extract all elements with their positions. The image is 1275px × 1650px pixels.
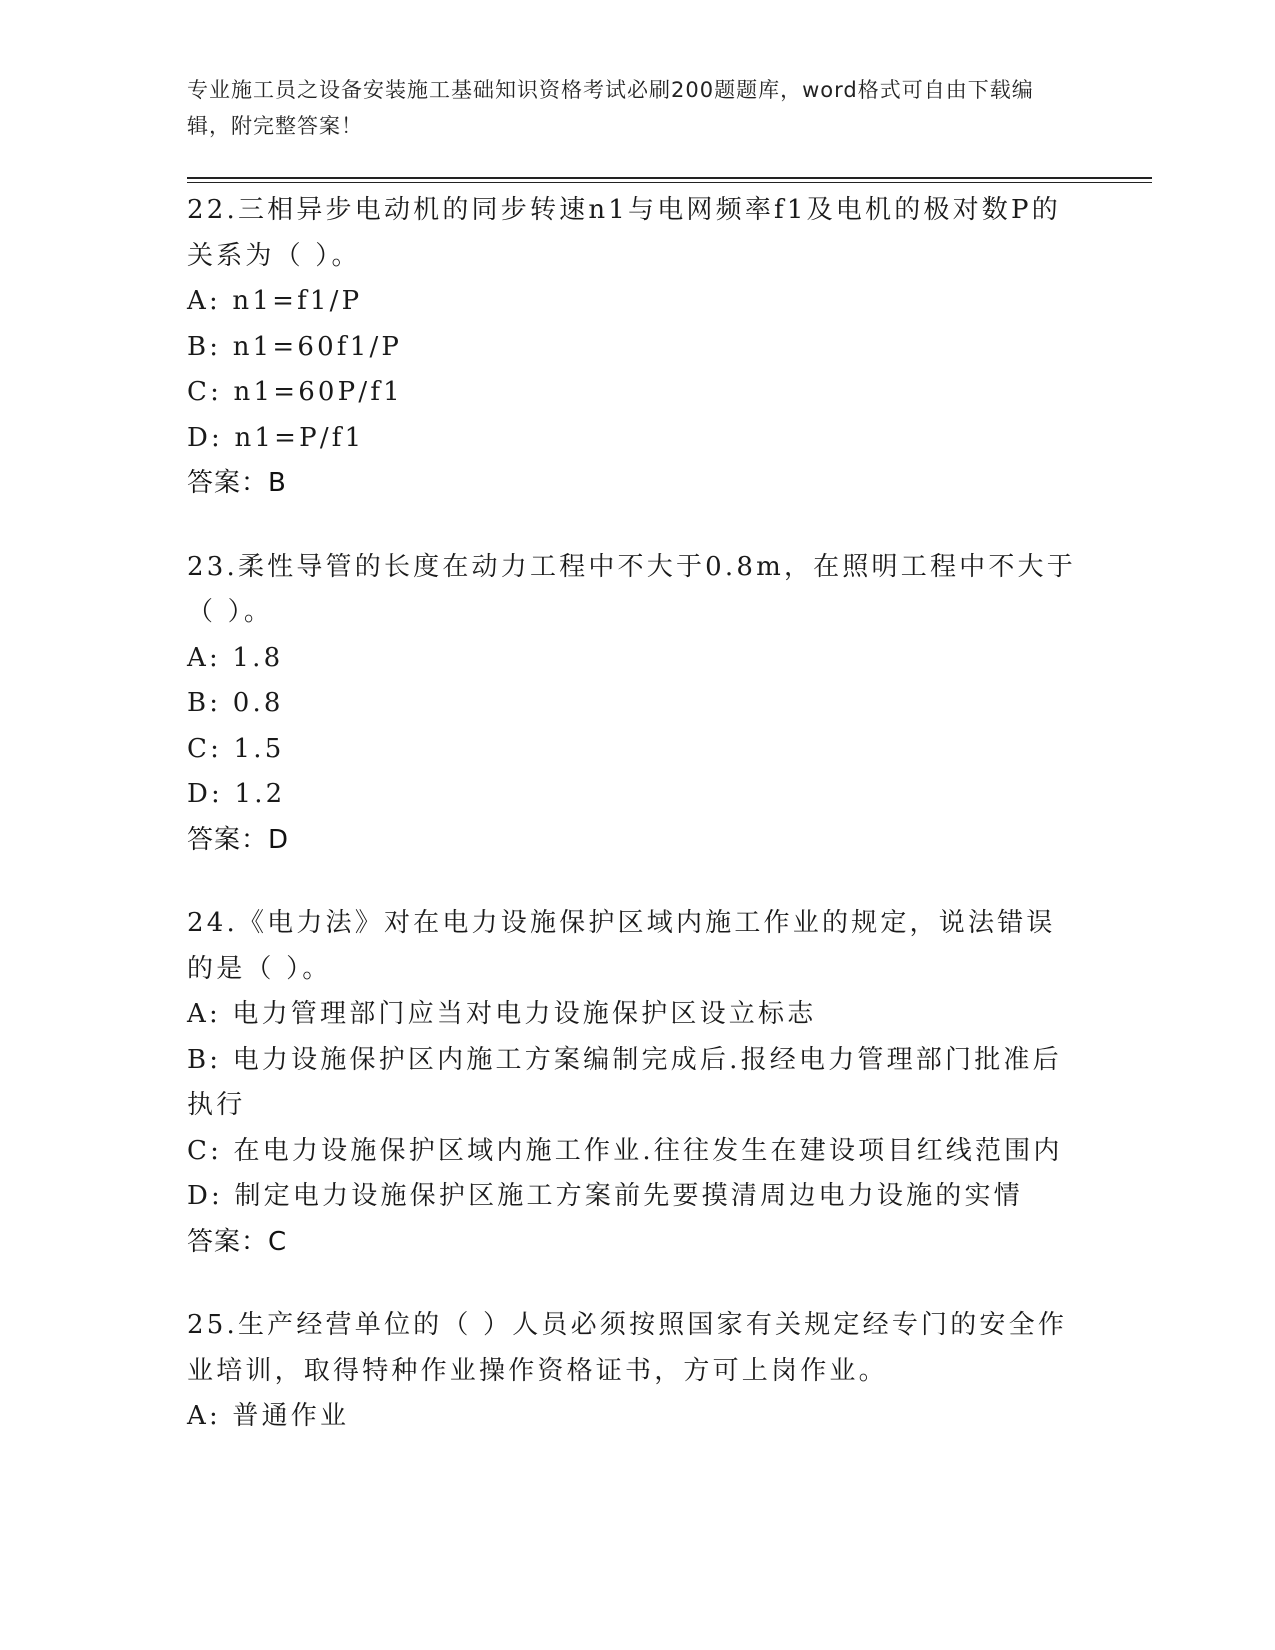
answer: 答案：C: [187, 1226, 288, 1257]
question-23: [187, 545, 1077, 864]
option-c: C: n1=60P/f1: [187, 377, 403, 407]
option-c: C: 在电力设施保护区域内施工作业.往往发生在建设项目红线范围内: [187, 1135, 1063, 1166]
option-a: A: 1.8: [187, 642, 284, 673]
question-text: 22.三相异步电动机的同步转速n1与电网频率f1及电机的极对数P的关系为（ ）。: [187, 195, 1061, 271]
question-text: 25.生产经营单位的（ ）人员必须按照国家有关规定经专门的安全作业培训，取得特种作业操作资格证书，方可上岗作业。: [187, 1310, 1068, 1386]
document-header: 专业施工员之设备安装施工基础知识资格考试必刷200题题库，word格式可自由下载编辑，附完整答案！: [187, 78, 1034, 138]
header-rule-thick: [187, 177, 1152, 179]
question-text: 24.《电力法》对在电力设施保护区域内施工作业的规定，说法错误的是（ ）。: [187, 908, 1056, 984]
option-c: C: 1.5: [187, 733, 285, 764]
option-a: A: n1=f1/P: [187, 286, 363, 316]
header-rule-thin: [187, 182, 1152, 183]
option-d: D: 制定电力设施保护区施工方案前先要摸清周边电力设施的实情: [187, 1181, 1023, 1211]
question-24: [187, 901, 1077, 1265]
answer: 答案：D: [187, 824, 290, 855]
question-text: 23.柔性导管的长度在动力工程中不大于0.8m，在照明工程中不大于（ ）。: [187, 551, 1076, 627]
question-22: [187, 188, 1077, 507]
option-d: D: 1.2: [187, 779, 286, 809]
option-b: B: 电力设施保护区内施工方案编制完成后.报经电力管理部门批准后执行: [187, 1044, 1062, 1120]
option-a: A: 电力管理部门应当对电力设施保护区设立标志: [187, 999, 817, 1029]
answer: 答案：B: [187, 468, 287, 498]
question-list: [187, 188, 1077, 1478]
option-b: B: n1=60f1/P: [187, 331, 403, 362]
option-b: B: 0.8: [187, 688, 284, 718]
option-a: A: 普通作业: [187, 1401, 350, 1431]
option-d: D: n1=P/f1: [187, 422, 365, 453]
question-25: [187, 1303, 1077, 1440]
